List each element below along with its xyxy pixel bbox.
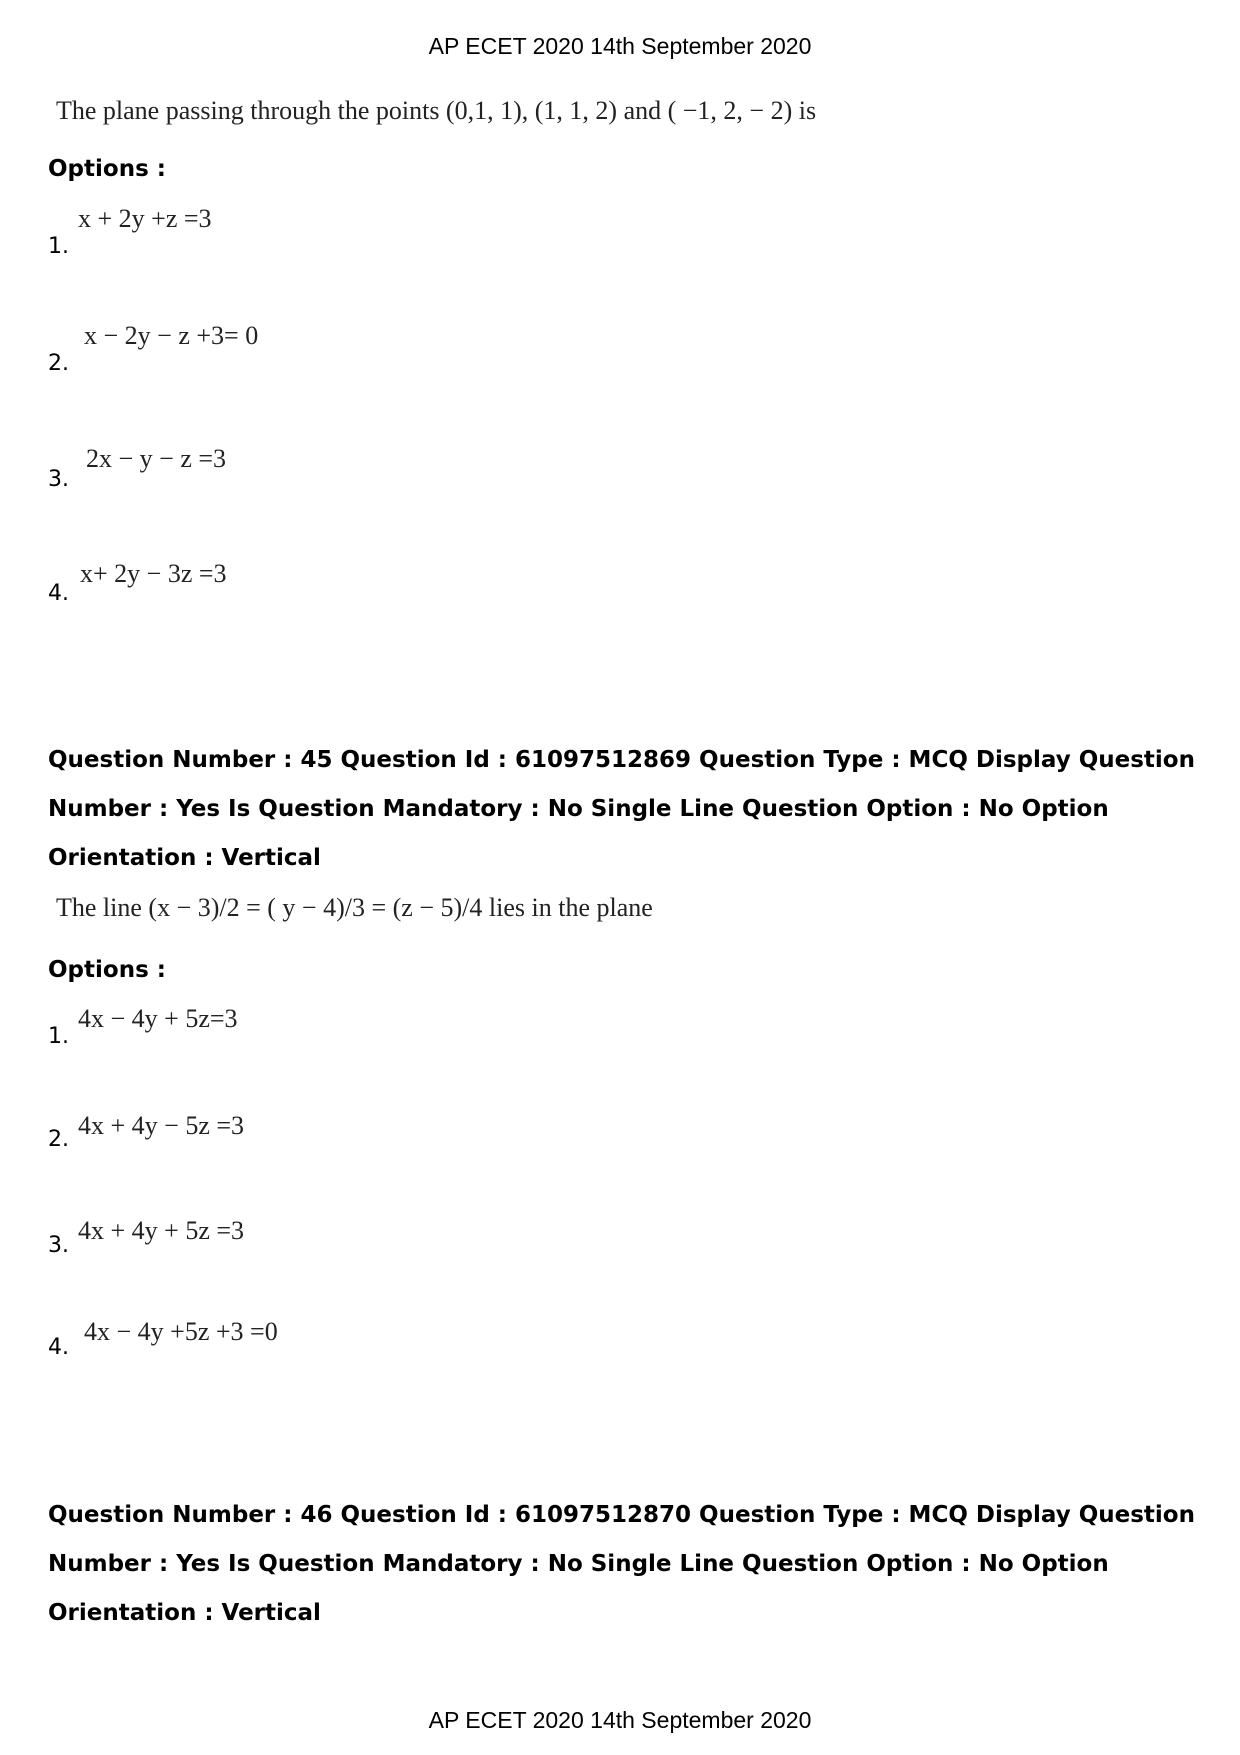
metadata-line: Orientation : Vertical [48, 1600, 321, 1626]
option-number: 2. [48, 351, 69, 376]
question-44-text: The plane passing through the points (0,1, 1), (1, 1, 2) and ( −1, 2, − 2) is [56, 96, 817, 125]
options-label: Options : [48, 957, 166, 983]
option-number: 3. [48, 1233, 69, 1258]
question-45-text: The line (x − 3)/2 = ( y − 4)/3 = (z − 5)/4 lies in the plane [56, 893, 653, 922]
option-number: 1. [48, 1024, 69, 1049]
option-text: 4x + 4y − 5z =3 [78, 1111, 245, 1140]
option-text: x − 2y − z +3= 0 [84, 321, 259, 350]
option-text: x+ 2y − 3z =3 [80, 559, 227, 588]
metadata-line: Orientation : Vertical [48, 845, 321, 871]
page-header: AP ECET 2020 14th September 2020 [428, 33, 812, 59]
question-46-metadata [48, 1491, 1198, 1638]
metadata-line: Question Number : 46 Question Id : 61097512870 Question Type : MCQ Display Question [48, 1502, 1195, 1528]
option-number: 2. [48, 1127, 69, 1152]
option-number: 3. [48, 467, 69, 492]
options-label: Options : [48, 156, 166, 182]
option-text: 4x + 4y + 5z =3 [78, 1216, 245, 1245]
option-number: 4. [48, 1335, 69, 1360]
option-text: 4x − 4y + 5z=3 [78, 1004, 238, 1033]
page-footer: AP ECET 2020 14th September 2020 [428, 1707, 812, 1733]
option-text: 2x − y − z =3 [86, 444, 227, 473]
question-45-metadata [48, 736, 1198, 883]
option-text: x + 2y +z =3 [78, 204, 212, 233]
option-text: 4x − 4y +5z +3 =0 [84, 1317, 278, 1346]
option-number: 1. [48, 234, 69, 259]
metadata-line: Number : Yes Is Question Mandatory : No Single Line Question Option : No Option [48, 796, 1109, 822]
metadata-line: Number : Yes Is Question Mandatory : No Single Line Question Option : No Option [48, 1551, 1109, 1577]
metadata-line: Question Number : 45 Question Id : 61097512869 Question Type : MCQ Display Question [48, 747, 1195, 773]
option-number: 4. [48, 581, 69, 606]
